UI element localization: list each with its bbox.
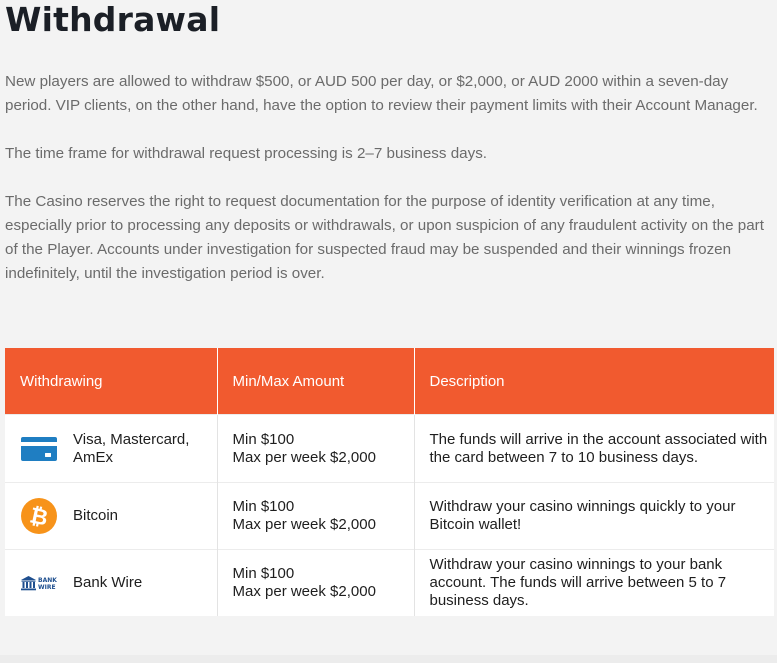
method-name: Bank Wire <box>73 574 143 591</box>
method-cell <box>5 550 217 617</box>
credit-card-icon <box>20 437 58 461</box>
method-cell <box>5 483 217 550</box>
header-min-max-amount: Min/Max Amount <box>217 348 414 415</box>
table-row <box>5 415 774 483</box>
header-withdrawing: Withdrawing <box>5 348 217 415</box>
description-cell: Withdraw your casino winnings quickly to your Bitcoin wallet! <box>414 483 774 550</box>
limits-paragraph: New players are allowed to withdraw $500, or AUD 500 per day, or $2,000, or AUD 2000 within a seven-day period. VIP clients, on the other hand, have the option to review their payment limits with their Account Manager. <box>5 73 758 114</box>
bank-wire-icon <box>20 575 58 591</box>
max-amount: Max per week $2,000 <box>232 448 376 466</box>
table-row <box>5 550 774 617</box>
verification-paragraph: The Casino reserves the right to request documentation for the purpose of identity verification at any time, especially prior to processing any deposits or withdrawals, or upon suspicion of any fraudulent activity on the part of the Player. Accounts under investigation for suspected fraud may be suspended and their winnings frozen indefinitely, until the investigation period is over. <box>5 193 764 282</box>
table-row <box>5 483 774 550</box>
header-description: Description <box>414 348 774 415</box>
method-name: Bitcoin <box>73 507 119 524</box>
bank-wire-icon-text: BANK <box>38 577 57 584</box>
bank-wire-icon-text: WIRE <box>38 584 56 591</box>
max-amount: Max per week $2,000 <box>232 516 376 533</box>
amount-cell <box>217 550 414 617</box>
description-cell: The funds will arrive in the account associated with the card between 7 to 10 business days. <box>414 415 774 483</box>
bitcoin-icon <box>20 498 58 534</box>
min-amount: Min $100 <box>232 430 295 448</box>
min-amount: Min $100 <box>232 565 295 582</box>
max-amount: Max per week $2,000 <box>232 583 376 600</box>
method-name: Visa, Mastercard, AmEx <box>73 430 190 466</box>
intro-text <box>5 70 773 310</box>
table-header-row <box>5 348 774 415</box>
amount-cell <box>217 483 414 550</box>
description-cell: Withdraw your casino winnings to your bank account. The funds will arrive between 5 to 7 business days. <box>414 550 774 617</box>
method-cell <box>5 415 217 483</box>
next-section-edge <box>0 655 777 663</box>
min-amount: Min $100 <box>232 498 295 515</box>
amount-cell <box>217 415 414 483</box>
processing-time-paragraph: The time frame for withdrawal request processing is 2–7 business days. <box>5 145 488 162</box>
withdrawal-methods-table <box>5 348 774 616</box>
page-title: Withdrawal <box>5 0 221 39</box>
svg-text:₿: ₿ <box>27 503 51 532</box>
